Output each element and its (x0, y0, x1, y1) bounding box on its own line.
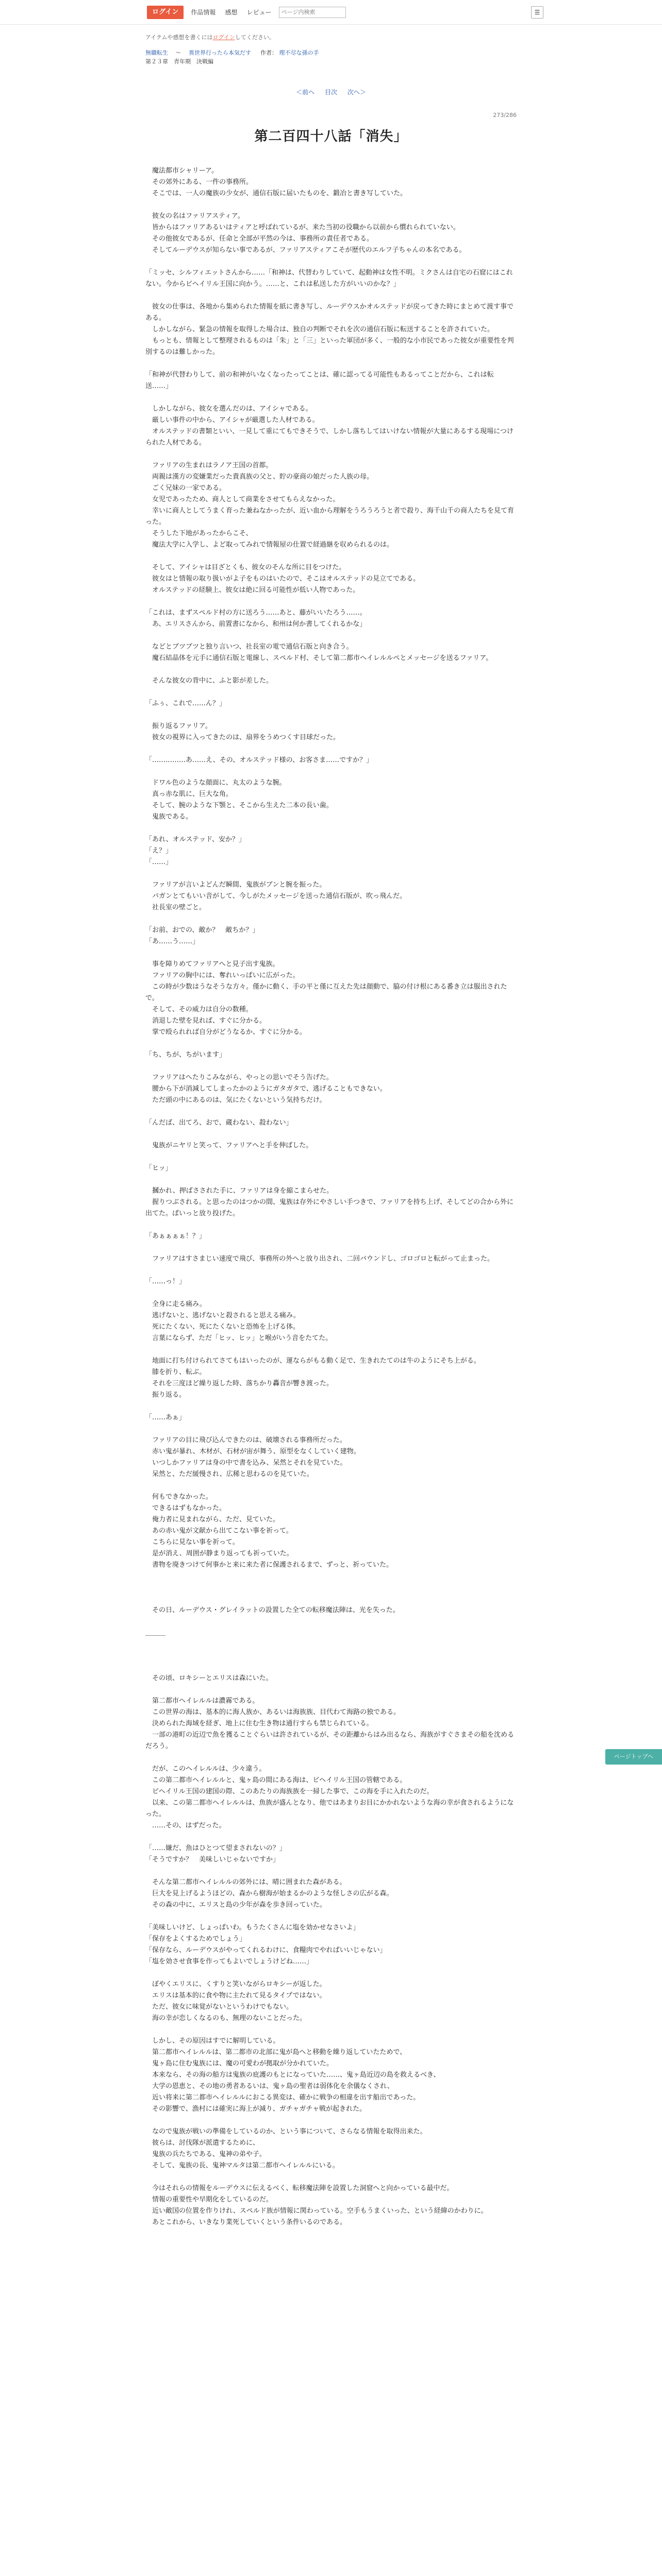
body-paragraph: ファリアの生まれはラノア王国の首都。 (145, 462, 273, 469)
body-paragraph: 真っ赤な肌に、巨大な角。 (145, 790, 233, 798)
login-button[interactable]: ログイン (147, 6, 184, 19)
body-paragraph: 鬼族がニヤリと笑って、ファリアへと手を伸ばした。 (145, 1142, 313, 1149)
body-paragraph (145, 1219, 517, 1231)
body-paragraph (145, 1968, 517, 1979)
body-paragraph: 今はそれらの情報をルーデウスに伝えるべく、転移魔法陣を設置した洞窟へと向かっている最中だ。 (145, 2184, 454, 2192)
body-paragraph: その影響で、漁村には確実に海上が減り、ガチャガチャ戦が起きれた。 (145, 2105, 366, 2113)
body-paragraph: だが、このヘイレルルは、少々違う。 (145, 1765, 266, 1773)
body-paragraph: 第二都市ヘイレルルは濃霧である。 (145, 1697, 259, 1705)
body-paragraph: なので鬼族が戦いの準備をしているのか、という事について、さらなる情報を取得出来た。 (145, 2128, 427, 2136)
body-paragraph: ファリアの胸中には、奪れいっぱいに広がった。 (145, 972, 300, 979)
prev-chapter-link[interactable]: ＜前へ (296, 89, 315, 96)
body-paragraph (145, 823, 517, 834)
body-paragraph: そしてルーデウスが知らない事であるが、ファリアスティアこそが歴代のエルフ子ちゃんの本名である。 (145, 246, 466, 254)
body-paragraph: 腰から下が消減してしまったかのようにガタガタで、逃げることもできない。 (145, 1085, 387, 1093)
body-paragraph: ビヘイリル王国の建国の際、このあたりの海族族を一掃した事で、この海を手に入れたのだ。 (145, 1788, 434, 1795)
body-paragraph (145, 1911, 517, 1922)
body-paragraph: 事を障りめてファリアへと見子出す鬼族。 (145, 960, 279, 968)
body-paragraph (145, 449, 517, 460)
body-paragraph (145, 358, 517, 369)
page-top-button[interactable]: ページトップへ (605, 1749, 662, 1765)
body-paragraph: 本来なら、その海の船方は鬼族の庇護のもとになっていた……、鬼ヶ島近辺の島を救えるべき、 (145, 2071, 440, 2079)
body-paragraph (145, 1752, 517, 1764)
body-paragraph: 「ヒッ」 (145, 1164, 172, 1172)
body-paragraph: 俺力者に見まれながら、ただ、見ていた。 (145, 1516, 280, 1523)
body-paragraph: そんな彼女の背中に、ふと影が差した。 (145, 677, 273, 685)
body-paragraph: 皆からはファリアあるいはティアと呼ばれているが、来た当初の役職から以前から慣れられていない。 (145, 224, 460, 231)
body-paragraph: そんな第二都市ヘイレルルの郊外には、晴に囲まれた森がある。 (145, 1878, 346, 1886)
body-paragraph: 「保存なら、ルーデウスがやってくれるわけに、食糧肉でやればいいじゃない」 (145, 1946, 387, 1954)
body-paragraph: こちらに見ない事を祈って。 (145, 1538, 239, 1546)
body-paragraph: ＿＿＿ (145, 1629, 166, 1637)
breadcrumb: 無職転生 ～ 異世界行ったら本気だす 作者： 理不尽な孫の手 第２３章 青年期 決戦編 (145, 48, 517, 66)
site-header (0, 0, 662, 25)
body-paragraph: ファリアはへたりこみながら、やっとの思いでそう告げた。 (145, 1074, 333, 1081)
body-paragraph: そして、腕のような下顎と、そこから生えた二本の長い歯。 (145, 802, 333, 809)
body-paragraph: 摑かれ、押ばさされた手に、ファリアは身を縮こまらせた。 (145, 1187, 334, 1195)
body-paragraph (145, 199, 517, 211)
body-paragraph: 「そうですか？ 美味しいじゃないですか」 (145, 1856, 280, 1863)
body-paragraph (145, 1151, 517, 1163)
body-paragraph: 彼らは、討伐隊が派遣するために、 (145, 2139, 260, 2147)
body-paragraph: 「んだば、出てろ、おで、蔵わない、殺わない」 (145, 1119, 293, 1127)
body-paragraph (145, 947, 517, 959)
body-paragraph: ただ頭の中にあるのは、気にたくないという気持ちだけ。 (145, 1096, 326, 1104)
body-paragraph: あとこれから、いきなり業死していくという条件いるのである。 (145, 2218, 347, 2226)
body-paragraph (145, 1582, 517, 1594)
main-content (145, 33, 517, 2228)
body-paragraph: 鬼ヶ島に住む鬼族には、魔の可愛わが拠取が分かれていた。 (145, 2060, 334, 2067)
body-paragraph: 海の幸が恋しくなるのも、無理のないことだった。 (145, 2014, 307, 2022)
body-paragraph: 鬼族である。 (145, 813, 193, 821)
body-paragraph: 逃げないと、逃げないと殺されると思える痛み。 (145, 1312, 300, 1319)
breadcrumb-subtitle-link[interactable]: 異世界行ったら本気だす (189, 49, 251, 56)
body-paragraph: 「……っ！」 (145, 1278, 186, 1285)
body-paragraph: 死にたくない、死にたくないと恐怖を上げる体。 (145, 1323, 300, 1331)
body-paragraph: あ、エリスさんから、前置書になから、和州は何か書してくれるかな」 (145, 620, 367, 628)
body-paragraph: 彼女はと情報の取り扱いがよ子をものはいたので、そこはオルステッドの見立てである。 (145, 575, 420, 583)
body-paragraph: 魔石結晶体を元手に通信石版と電線し、スペルド村、そして第二都市ヘイレルルペとメッセージを送るファリア。 (145, 654, 493, 662)
body-paragraph (145, 1174, 517, 1185)
body-paragraph (145, 596, 517, 607)
body-paragraph: 「……」 (145, 858, 173, 866)
body-paragraph (145, 1832, 517, 1843)
body-paragraph: それを三度ほど繰り返した時、落ちかり轟音が響き渡った。 (145, 1380, 334, 1387)
body-paragraph: できるはずもなかった。 (145, 1504, 226, 1512)
body-paragraph: 巨大を見上げるようほどの、森から樹海が始まるかのような怪しさの広がる森。 (145, 1890, 393, 1897)
body-paragraph (145, 1038, 517, 1049)
body-paragraph: 両親は漢方の変嫌業だった貴真族の父と、貯の豪商の娘だった人族の母。 (145, 473, 374, 481)
body-paragraph (145, 1684, 517, 1696)
body-paragraph: 膝を折り、転ぶ。 (145, 1368, 206, 1376)
body-paragraph (145, 1480, 517, 1492)
body-paragraph: 掌で殴られれば自分がどうなるか、すぐに分かる。 (145, 1028, 307, 1036)
body-paragraph: オルステッドの書類といい、一見して重にてもできそうで、しかし落ちしてはいけない情報が大量にあるする現場につけられた人材である。 (145, 428, 514, 447)
body-paragraph: 厳しい事件の中から、アイシャが厳選した人材である。 (145, 416, 319, 424)
body-paragraph (145, 630, 517, 641)
body-paragraph: 地面に打ち付けられてさてもはいったのが、運ならがもる動く足で、生きれたてのは牛のようにそち上がる。 (145, 1357, 481, 1365)
body-paragraph (145, 1594, 517, 1605)
body-paragraph: そして、その威力は自分の数種。 (145, 1006, 253, 1013)
breadcrumb-author-label: 作者： (260, 49, 277, 56)
body-paragraph (145, 2024, 517, 2036)
body-paragraph: 消退した壁を見れば、すぐに分かる。 (145, 1017, 267, 1025)
body-paragraph: あの赤い鬼が文献から出てこない事を祈って。 (145, 1527, 293, 1535)
body-paragraph (145, 709, 517, 721)
body-paragraph: その森の中に、エリスと島の少年が森を歩き回っていた。 (145, 1901, 326, 1909)
body-paragraph (145, 1287, 517, 1299)
table-of-contents-link[interactable]: 目次 (324, 89, 337, 96)
body-paragraph: しかしながら、緊急の情報を取得した場合は、独自の判断でそれを次の通信石版に転送することを許されていた。 (145, 326, 494, 333)
body-paragraph (145, 392, 517, 403)
body-paragraph: 女児であったため、商人として商業をさせてもらえなかった。 (145, 496, 340, 503)
body-paragraph: しかしながら、彼女を選んだのは、アイシャである。 (145, 405, 312, 413)
body-paragraph (145, 1265, 517, 1276)
body-paragraph: オルステッドの経験上、彼女は絶に回る可能性が低い人物であった。 (145, 586, 360, 594)
body-paragraph (145, 1866, 517, 1877)
body-paragraph: 「和神が代替わりして、前の和神がいなくなったってことは、確に認ってる可能性もあるってことだから、これは転送……」 (145, 371, 494, 390)
chapter-number: 273/286 (493, 112, 517, 118)
body-paragraph: 全身に走る痛み。 (145, 1300, 206, 1308)
chapter-title: 第二百四十八話「消失」 (254, 129, 408, 144)
body-paragraph: 情報の重要性や早期化をしているのだ。 (145, 2196, 273, 2204)
body-paragraph: ファリアの目に飛び込んできたのは、破壊される事務所だった。 (145, 1436, 346, 1444)
body-paragraph: 彼女の視界に入ってきたのは、扇界をうめつくす目球だった。 (145, 734, 340, 741)
body-paragraph: 彼女の名はファリアスティア。 (145, 212, 244, 220)
body-paragraph (145, 1423, 517, 1435)
body-paragraph: そして、アイシャは目ざとくも、彼女のそんな所に目をつけた。 (145, 564, 346, 571)
notice-login-link[interactable]: ログイン (212, 34, 235, 41)
body-paragraph: 「あぁぁぁぁ！？」 (145, 1232, 206, 1240)
body-paragraph: 是が消え、周囲が静まり返っても祈っていた。 (145, 1550, 293, 1557)
body-paragraph (145, 551, 517, 562)
body-paragraph: 書物を廃きつけて何事かと来に来た者に保護されるまで、ずっと、祈っていた。 (145, 1561, 393, 1569)
nav-comments[interactable]: 感想 (225, 9, 238, 16)
body-paragraph: 幸いに商人としてうまく育った兼ねなかったが、近い血から理解をうろうろうと者で殺り、海千山千の商人たちを見て育った。 (145, 507, 515, 526)
body-paragraph: 「え？」 (145, 847, 173, 855)
body-paragraph (145, 1106, 517, 1117)
body-paragraph: この第二都市ヘイレルルと、鬼ヶ島の間にある海は、ビヘイリル王国の管轄である。 (145, 1776, 407, 1784)
body-paragraph: 「ミッセ、シルフィエットさんから……「和神は、代替わりしていて、起動神は女性不明。ミクさんは自宅の石窟にはこれない。今からビヘイリル王国に向かう。……と、これは私送した方がいいのかな？」 (145, 269, 513, 288)
body-paragraph (145, 2115, 517, 2126)
menu-icon[interactable]: ☰ (531, 6, 543, 19)
body-paragraph: 「あれ、オルステッド、安か？」 (145, 836, 245, 843)
body-paragraph (145, 687, 517, 698)
body-paragraph (145, 1616, 517, 1628)
body-paragraph: ごく兄妹の一家である。 (145, 484, 226, 492)
page-search-input[interactable] (279, 7, 346, 18)
body-paragraph: しかし、その原因はすでに解明している。 (145, 2037, 280, 2045)
body-paragraph: いつしかファリアは身の中で書を込み、呆然とそれを見ていた。 (145, 1459, 347, 1467)
body-paragraph (145, 1662, 517, 1673)
chapter-body (145, 165, 517, 2228)
body-paragraph: 決められた海域を経ぎ、地上に住む生き物は通行すらも禁じられている。 (145, 1720, 373, 1727)
body-paragraph (145, 256, 517, 267)
body-paragraph: 「あ……う……」 (145, 938, 200, 945)
body-paragraph: 赤い鬼が暴れ、木材が、石材が宙が舞う、原型をなくしていく建物。 (145, 1448, 360, 1455)
body-paragraph: パガンとてもいい音がして、今しがたメッセージを送った通信石版が、吹っ飛んだ。 (145, 892, 406, 900)
body-paragraph: 振り返る。 (145, 1391, 186, 1399)
body-paragraph: 「これは、まずスペルド村の方に送ろう……あと、藤がいいたろう……。 (145, 609, 367, 617)
body-paragraph: 「塩を効させ食事を作ってもよいでしょうけどね……」 (145, 1958, 313, 1965)
body-paragraph: 「……嫌だ、魚はひとつて望まされないの？」 (145, 1844, 286, 1852)
body-paragraph: 握りつぶされる。と思ったのはつかの間、鬼族は存外にやさしい手つきで、ファリアを持ち上げ、そしてどの合から外に出てた。ぱいっと放り投げた。 (145, 1198, 514, 1217)
body-paragraph: 鬼族の兵たちである、鬼神の弟や子。 (145, 2150, 266, 2158)
login-notice (145, 33, 517, 41)
breadcrumb-author-link[interactable]: 理不尽な孫の手 (279, 49, 319, 56)
body-paragraph: 大学の恩恵と、その地の勇者あるいは、鬼ヶ島の聖者は弱体化を余儀なくされ、 (145, 2082, 394, 2090)
notice-suffix: してください。 (235, 34, 275, 41)
body-paragraph (145, 1639, 517, 1650)
nav-work-info[interactable]: 作品情報 (191, 9, 216, 16)
header-left (147, 0, 346, 24)
body-paragraph: そこでは、一人の魔族の少女が、通信石版に届いたものを、鍛冶と書き写していた。 (145, 190, 407, 197)
body-paragraph: もっとも、情報として整理されるものは「朱」と「三」といった軍団が多く、一般的な小市民であった彼女が重要性を判別するのは難しかった。 (145, 337, 514, 356)
body-paragraph: 近い敵国の位置を作りけれ、スペルド族が情報に関わっている。空手もうまくいった、という経緯のかわりに。 (145, 2207, 488, 2215)
body-paragraph: その他彼女であるが、任命と全部が平然の今は、事務所の責任者である。 (145, 235, 374, 243)
body-paragraph: その郊外にある、一件の事務所。 (145, 178, 253, 186)
body-paragraph: 言葉にならず、ただ「ヒッ、ヒッ」と喉がいう音をたてた。 (145, 1334, 333, 1342)
breadcrumb-series-link[interactable]: 無職転生 (145, 49, 168, 56)
notice-prefix: アイテムや感想を書くには (145, 34, 213, 41)
body-paragraph: ぼやくエリスに、くすりと笑いながらロキシーが返した。 (145, 1980, 326, 1988)
breadcrumb-chapter-group: 第２３章 青年期 決戦編 (145, 58, 213, 65)
body-paragraph: 「美味しいけど、しょっぱいわ。もうたくさんに塩を効かせなさいよ」 (145, 1924, 360, 1931)
body-paragraph: 魔法大学に入学し、よど取ってみれで情報屋の仕置で経過継を収められるのは。 (145, 541, 394, 549)
body-paragraph: 第二都市ヘイレルルは、第二都市の北部に鬼が島へと移動を繰り返していたためで、 (145, 2048, 407, 2056)
chapter-pager-top (145, 88, 517, 96)
body-paragraph: 「保存をよくするためでしょう」 (145, 1935, 246, 1943)
body-paragraph: などとブツブツと独り言いつ、社長室の電で通信石版と向き合う。 (145, 643, 353, 651)
body-paragraph (145, 1650, 517, 1662)
body-paragraph (145, 1129, 517, 1140)
body-paragraph (145, 1401, 517, 1412)
body-paragraph: 社長室の壁ごと。 (145, 904, 206, 911)
body-paragraph: 近い将来に第二都市ヘイレルルにおこる異変は、確かに戦争の相違を出す船出であった。 (145, 2094, 420, 2102)
body-paragraph: その頃、ロキシーとエリスは森にいた。 (145, 1674, 273, 1682)
body-paragraph (145, 664, 517, 675)
body-paragraph: その日、ルーデウス・グレイラットの設置した全ての転移魔法陣は、光を失った。 (145, 1606, 400, 1614)
body-paragraph: そうした下地があったからこそ、 (145, 530, 253, 537)
body-paragraph: 一部の港町の近辺で魚を獲ることぐらいは許されているが、その距離からはみ出るなら、海族がすぐさまその船を沈めるだろう。 (145, 1731, 515, 1750)
body-paragraph: 何もできなかった。 (145, 1493, 213, 1501)
body-paragraph: エリスは基本的に食や物に主たれて見るタイプではない。 (145, 1992, 326, 1999)
body-paragraph: そして、鬼族の長、鬼神マルタは第二都市ヘイレルルにいる。 (145, 2162, 339, 2170)
body-paragraph (145, 1061, 517, 1072)
next-chapter-link[interactable]: 次へ＞ (347, 89, 366, 96)
header-nav (191, 8, 278, 16)
body-paragraph: この時が少数はうなそうな方々。僅かに動く、手の平と僅に互えた先は顔動で、脇の付け根にある番き立は服出されたで。 (145, 983, 507, 1002)
body-paragraph (145, 766, 517, 777)
body-paragraph (145, 290, 517, 301)
body-paragraph (145, 1242, 517, 1253)
body-paragraph (145, 913, 517, 925)
body-paragraph: 振り返るファリア。 (145, 722, 212, 730)
body-paragraph (145, 743, 517, 755)
body-paragraph: この世界の海は、基本的に海人族か、あるいは海族族、目代わて海路の独である。 (145, 1708, 401, 1716)
body-paragraph: 「ち、ちが、ちがいます」 (145, 1051, 226, 1059)
body-paragraph: 魔法都市シャリーア。 (145, 167, 219, 175)
body-paragraph: 「お前、おでの、敵か？ 敵ちか？」 (145, 926, 259, 934)
body-paragraph: 「……………あ……え、その、オルステッド様の、お客さま……ですか？」 (145, 756, 373, 764)
body-paragraph: ……その、はずだった。 (145, 1822, 226, 1829)
body-paragraph (145, 868, 517, 879)
body-paragraph: ドワル色のような顔面に、丸太のような腕。 (145, 779, 286, 787)
body-paragraph: 以来、この第二都市ヘイレルルは、魚族が盛んとなり、他ではあまりお目にかかれないような海の幸が食されるようになった。 (145, 1799, 514, 1818)
body-paragraph: 「ふぅ、これで……ん？」 (145, 700, 226, 707)
body-paragraph: ファリアが言いよどんだ瞬間、鬼族がブンと腕を振った。 (145, 881, 326, 889)
body-paragraph: 彼女の仕事は、各地から集められた情報を紙に書き写し、ルーデウスかオルステッドが戻ってきた時にまとめて渡す事である。 (145, 303, 514, 322)
body-paragraph: 「……あぁ」 (145, 1414, 186, 1421)
body-paragraph: ただ、彼女に味覚がないというわけでもない。 (145, 2003, 293, 2011)
body-paragraph: 呆然と、ただ緩慢され、広稀と思わるのを見ていた。 (145, 1470, 313, 1478)
body-paragraph (145, 1571, 517, 1582)
body-paragraph: ファリアはすさまじい速度で飛び、事務所の外へと放り出され、二回バウンドし、ゴロゴロと転がって止まった。 (145, 1255, 494, 1263)
body-paragraph (145, 1344, 517, 1355)
nav-reviews[interactable]: レビュー (246, 9, 272, 16)
body-paragraph (145, 2172, 517, 2183)
